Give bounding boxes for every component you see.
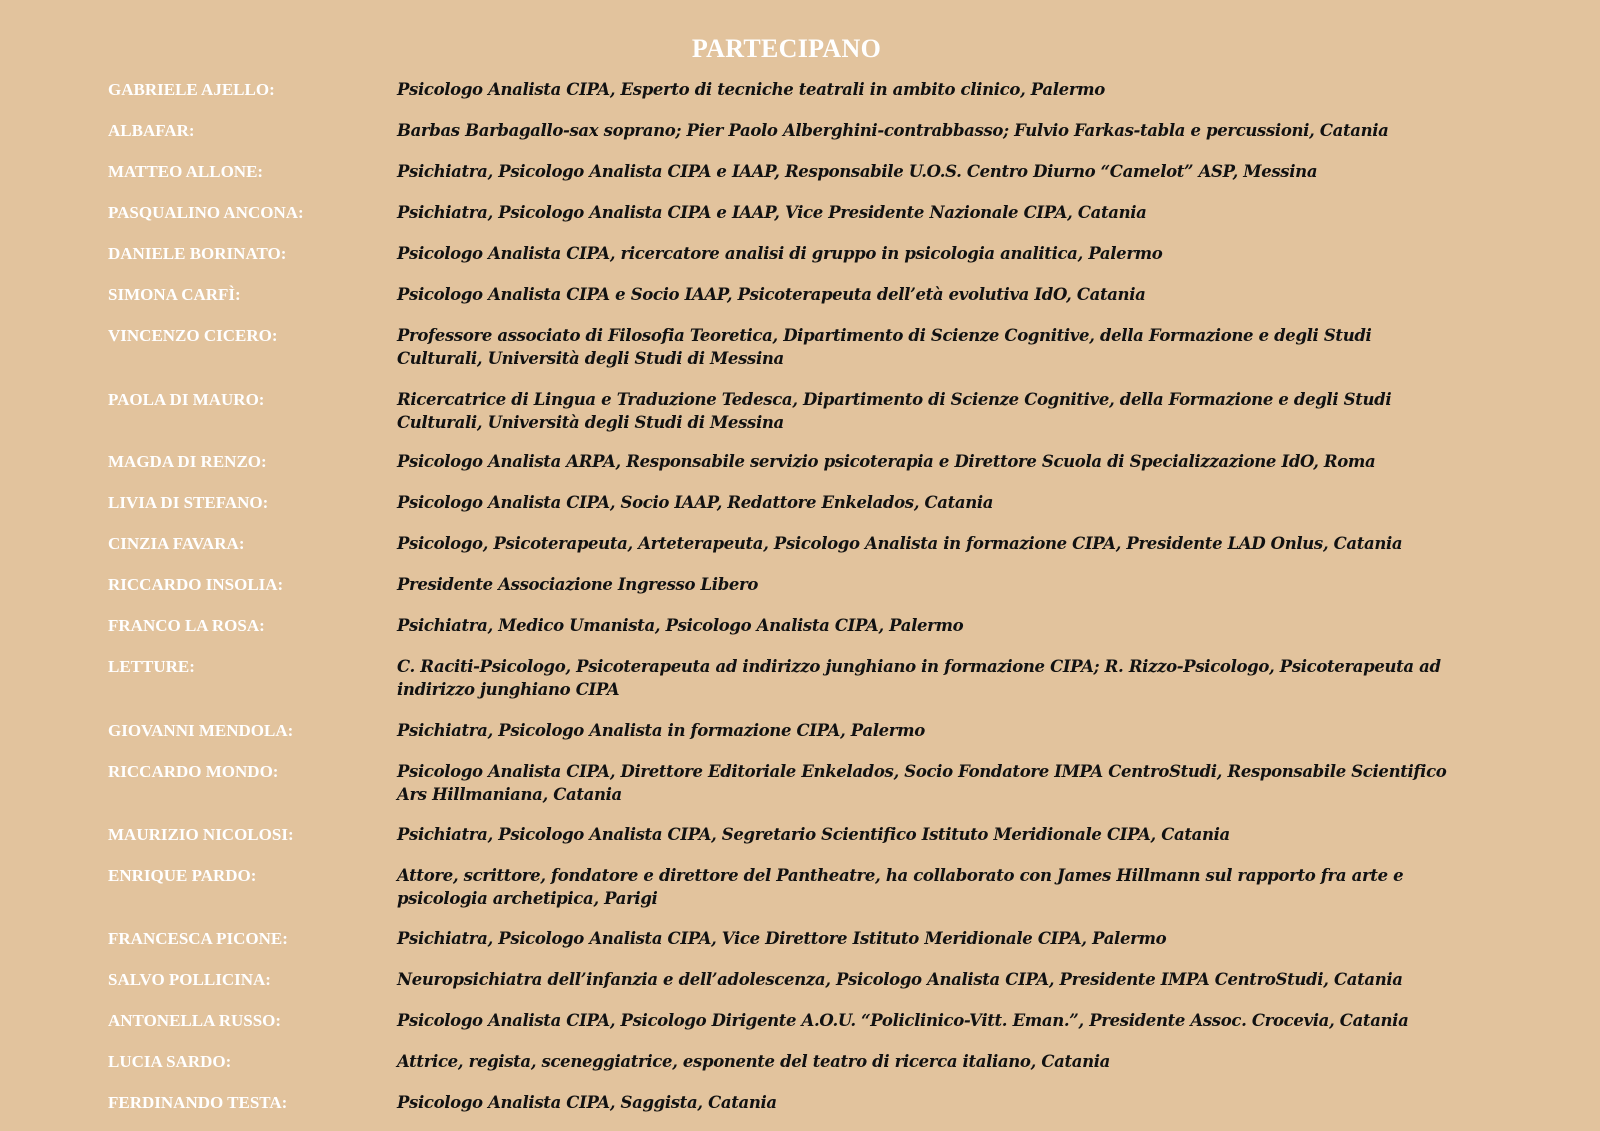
- participant-role: Professore associato di Filosofia Teoretica, Dipartimento di Scienze Cognitive, della Formazione e degli Studi Culturali, Università degli Studi di Messina: [397, 326, 1372, 368]
- participant-name: SALVO POLLICINA:: [108, 970, 271, 989]
- participant-role: Psicologo Analista ARPA, Responsabile servizio psicoterapia e Direttore Scuola di Specializzazione IdO, Roma: [397, 452, 1376, 471]
- participant-name: SIMONA CARFÌ:: [108, 285, 241, 304]
- participant-role: Attore, scrittore, fondatore e direttore del Pantheatre, ha collaborato con James Hillmann sul rapporto fra arte e psicologia archetipica, Parigi: [397, 866, 1404, 908]
- participant-role: Presidente Associazione Ingresso Libero: [397, 575, 759, 594]
- participant-role: Psicologo Analista CIPA, Saggista, Catania: [397, 1093, 777, 1112]
- participant-name: GIOVANNI MENDOLA:: [108, 721, 294, 740]
- participant-name: PASQUALINO ANCONA:: [108, 203, 304, 222]
- participant-name: PAOLA DI MAURO:: [108, 390, 265, 409]
- participant-role: Psichiatra, Psicologo Analista CIPA, Segretario Scientifico Istituto Meridionale CIPA, Catania: [397, 825, 1230, 844]
- participant-role: Psichiatra, Medico Umanista, Psicologo Analista CIPA, Palermo: [397, 616, 964, 635]
- participant-name: DANIELE BORINATO:: [108, 244, 287, 263]
- participant-role: Psicologo Analista CIPA e Socio IAAP, Psicoterapeuta dell’età evolutiva IdO, Catania: [397, 285, 1146, 304]
- participant-name: LIVIA DI STEFANO:: [108, 493, 269, 512]
- participant-name: RICCARDO INSOLIA:: [108, 575, 284, 594]
- participant-name: MAURIZIO NICOLOSI:: [108, 825, 294, 844]
- participant-role: Barbas Barbagallo-sax soprano; Pier Paolo Alberghini-contrabbasso; Fulvio Farkas-tabla e percussioni, Catania: [397, 121, 1389, 140]
- participant-role: Psichiatra, Psicologo Analista CIPA e IAAP, Vice Presidente Nazionale CIPA, Catania: [397, 203, 1147, 222]
- participant-name: FERDINANDO TESTA:: [108, 1093, 288, 1112]
- participant-name: RICCARDO MONDO:: [108, 762, 279, 781]
- participant-name: ALBAFAR:: [108, 121, 195, 140]
- participant-role: Psichiatra, Psicologo Analista CIPA e IAAP, Responsabile U.O.S. Centro Diurno “Camelot” ASP, Messina: [397, 162, 1318, 181]
- participant-name: ANTONELLA RUSSO:: [108, 1011, 282, 1030]
- participant-name: MAGDA DI RENZO:: [108, 452, 267, 471]
- participant-role: Psicologo, Psicoterapeuta, Arteterapeuta, Psicologo Analista in formazione CIPA, Presidente LAD Onlus, Catania: [397, 534, 1403, 553]
- participant-role: Psicologo Analista CIPA, ricercatore analisi di gruppo in psicologia analitica, Palermo: [397, 244, 1163, 263]
- participant-name: LUCIA SARDO:: [108, 1052, 232, 1071]
- participant-name: VINCENZO CICERO:: [108, 326, 278, 345]
- participant-name: LETTURE:: [108, 657, 195, 676]
- participant-role: Psicologo Analista CIPA, Direttore Editoriale Enkelados, Socio Fondatore IMPA CentroStudi, Responsabile Scientifico Ars Hillmaniana, Catania: [397, 762, 1447, 804]
- participant-name: GABRIELE AJELLO:: [108, 80, 275, 99]
- participant-role: C. Raciti-Psicologo, Psicoterapeuta ad indirizzo junghiano in formazione CIPA; R. Rizzo-Psicologo, Psicoterapeuta ad indirizzo junghiano CIPA: [397, 657, 1441, 699]
- participant-name: ENRIQUE PARDO:: [108, 866, 257, 885]
- participant-role: Neuropsichiatra dell’infanzia e dell’adolescenza, Psicologo Analista CIPA, Presidente IMPA CentroStudi, Catania: [397, 970, 1403, 989]
- participant-name: CINZIA FAVARA:: [108, 534, 245, 553]
- participant-role: Ricercatrice di Lingua e Traduzione Tedesca, Dipartimento di Scienze Cognitive, della Formazione e degli Studi Culturali, Università degli Studi di Messina: [397, 390, 1392, 432]
- participant-role: Psichiatra, Psicologo Analista in formazione CIPA, Palermo: [397, 721, 925, 740]
- participant-name: FRANCESCA PICONE:: [108, 929, 288, 948]
- page-title: PARTECIPANO: [691, 34, 882, 63]
- participant-name: FRANCO LA ROSA:: [108, 616, 265, 635]
- participant-role: Psichiatra, Psicologo Analista CIPA, Vice Direttore Istituto Meridionale CIPA, Palermo: [397, 929, 1167, 948]
- participant-role: Psicologo Analista CIPA, Esperto di tecniche teatrali in ambito clinico, Palermo: [397, 80, 1105, 99]
- participant-role: Attrice, regista, sceneggiatrice, esponente del teatro di ricerca italiano, Catania: [397, 1052, 1110, 1071]
- participant-name: MATTEO ALLONE:: [108, 162, 264, 181]
- participant-role: Psicologo Analista CIPA, Psicologo Dirigente A.O.U. “Policlinico-Vitt. Eman.”, Presidente Assoc. Crocevia, Catania: [397, 1011, 1409, 1030]
- participant-role: Psicologo Analista CIPA, Socio IAAP, Redattore Enkelados, Catania: [397, 493, 994, 512]
